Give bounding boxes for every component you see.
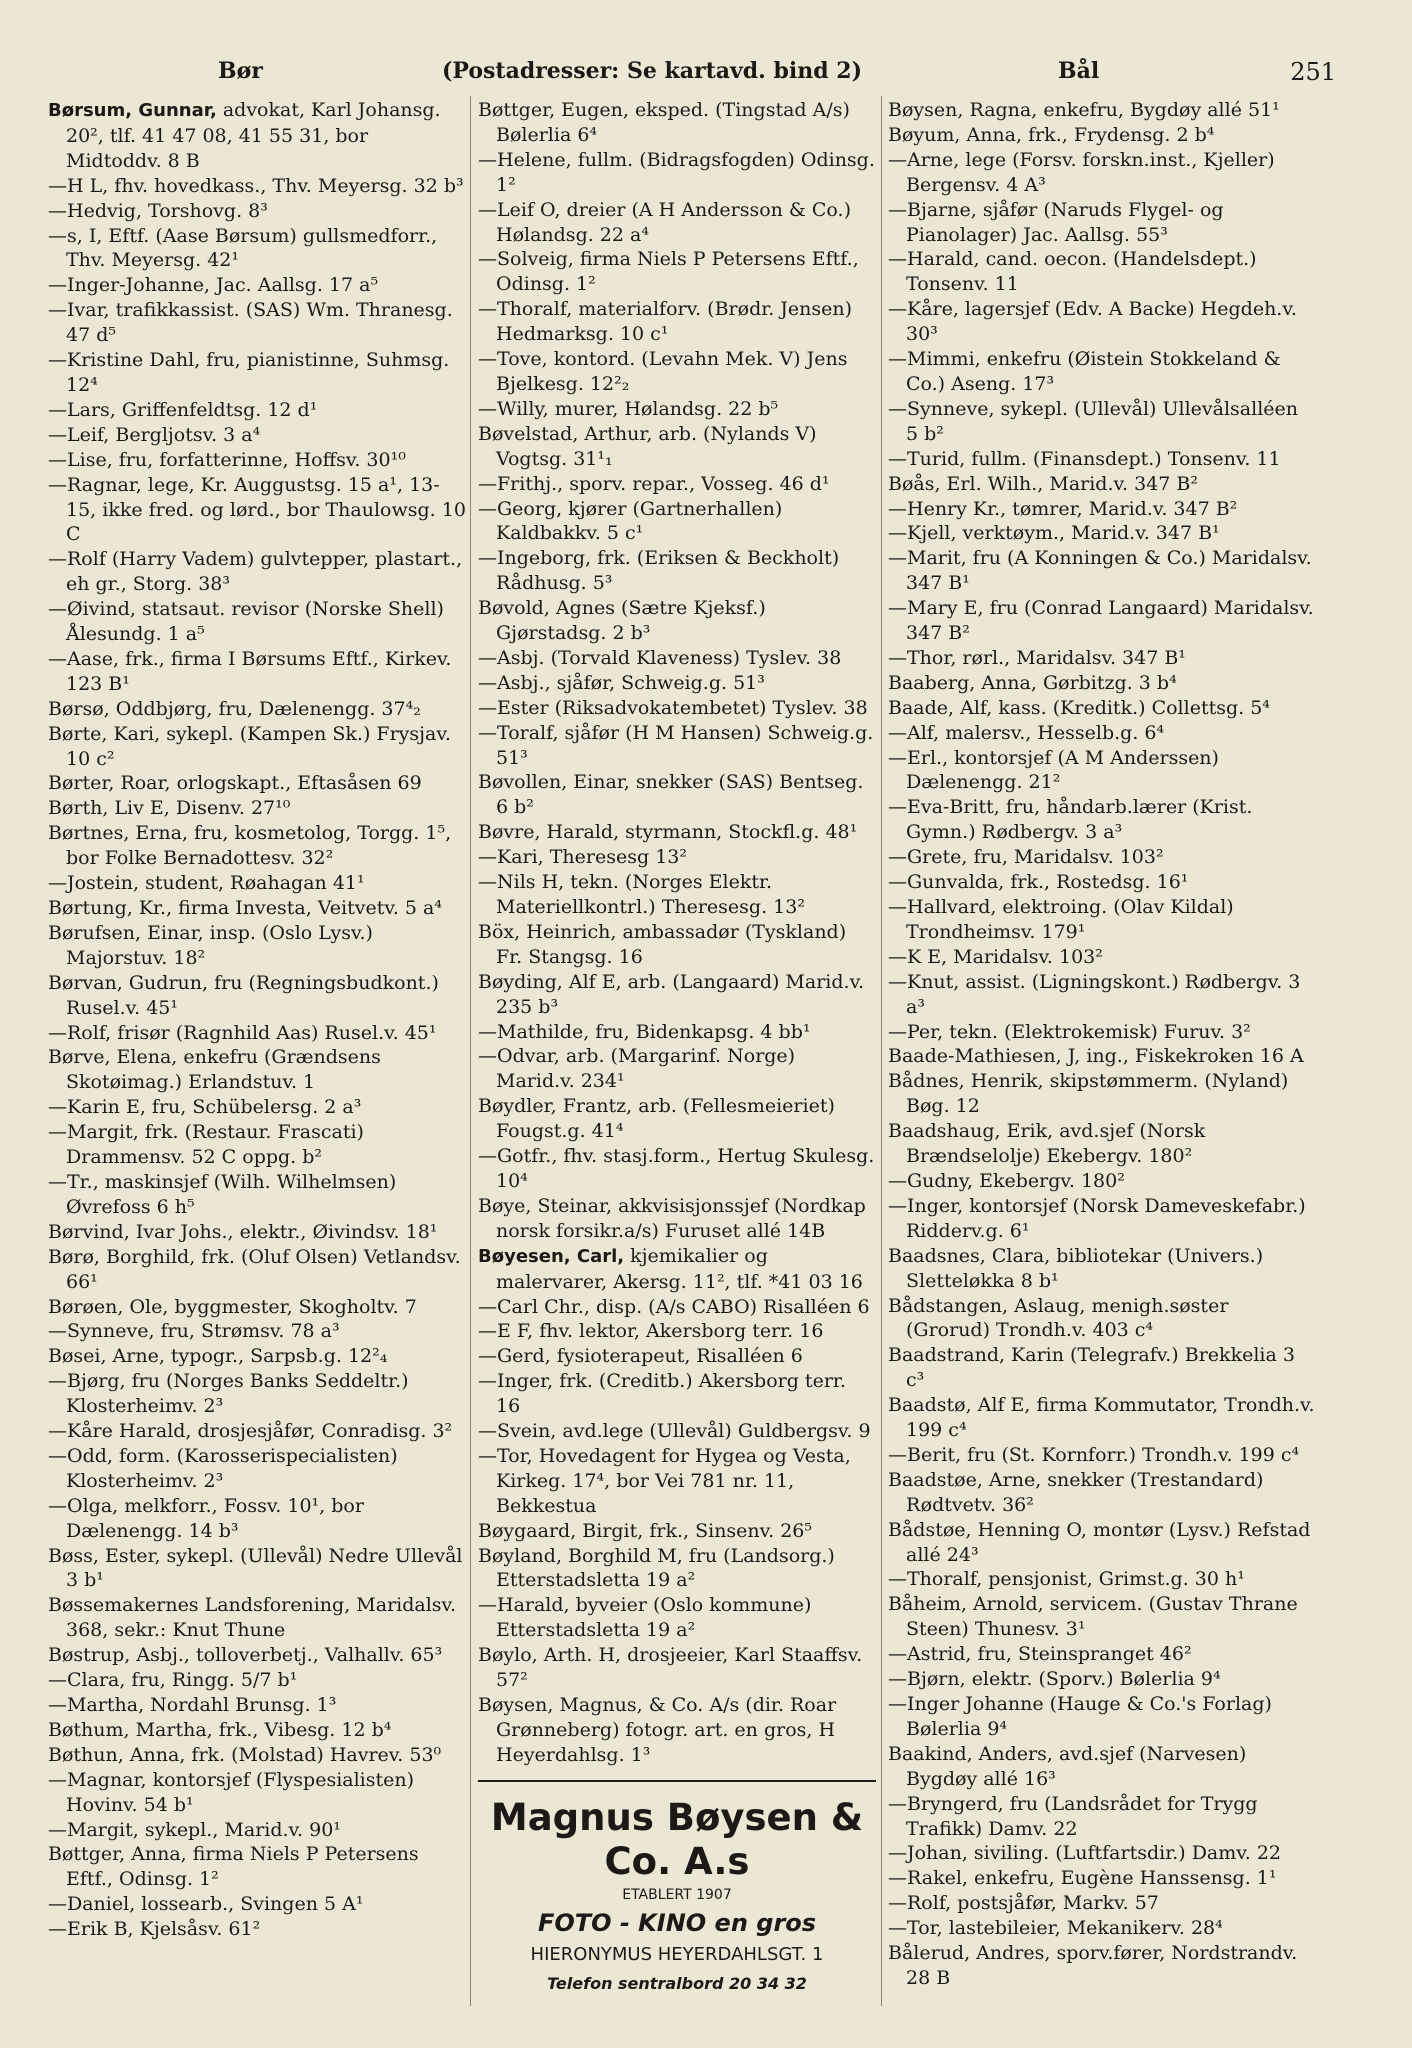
directory-entry [888, 198, 1316, 248]
directory-entry [478, 671, 876, 696]
entry-text: —Kåre Harald, drosjesjåfør, Conradisg. 3² [48, 1420, 453, 1443]
directory-entry [888, 472, 1316, 497]
entry-text: Bøås, Erl. Wilh., Marid.v. 347 B² [888, 472, 1198, 495]
directory-entry [888, 596, 1316, 646]
directory-entry [48, 1643, 466, 1668]
directory-entry [888, 397, 1316, 447]
entry-text: —Karin E, fru, Schübelersg. 2 a³ [48, 1096, 362, 1119]
entry-text: Böx, Heinrich, ambassadør (Tyskland) Fr. Stangsg. 16 [478, 920, 847, 968]
entry-text: Bøvollen, Einar, snekker (SAS) Bentseg. 6 b² [478, 771, 864, 819]
entry-text: Børth, Liv E, Disenv. 27¹⁰ [48, 797, 291, 820]
directory-entry [478, 870, 876, 920]
directory-entry [48, 1045, 466, 1095]
entry-text: —Ingeborg, frk. (Eriksen & Beckholt) Rådhusg. 5³ [478, 547, 840, 595]
directory-entry [48, 1494, 466, 1544]
entry-text: —Odvar, arb. (Margarinf. Norge) Marid.v. 234¹ [478, 1045, 796, 1093]
entry-text: —Gerd, fysioterapeut, Risalléen 6 [478, 1345, 803, 1368]
header-note: (Postadresser: Se kartavd. bind 2) [442, 58, 862, 84]
entry-text: —Øivind, statsaut. revisor (Norske Shell) Ålesundg. 1 a⁵ [48, 598, 444, 646]
entry-text: —Inger, kontorsjef (Norsk Dameveskefabr.) Ridderv.g. 6¹ [888, 1194, 1306, 1242]
entry-text: —Clara, fru, Ringg. 5/7 b¹ [48, 1669, 298, 1692]
directory-entry [48, 647, 466, 697]
directory-entry [48, 298, 466, 348]
entry-text: Bøss, Ester, sykepl. (Ullevål) Nedre Ullevål 3 b¹ [48, 1544, 463, 1592]
entry-text: Bøthum, Martha, frk., Vibesg. 12 b⁴ [48, 1718, 392, 1741]
entry-text: Børter, Roar, orlogskapt., Eftasåsen 69 [48, 772, 422, 795]
entry-text: —Eva-Britt, fru, håndarb.lærer (Krist. Gymn.) Rødbergv. 3 a³ [888, 796, 1253, 844]
directory-entry [48, 1842, 466, 1892]
entry-text: —Magnar, kontorsjef (Flyspesialisten) Hovinv. 54 b¹ [48, 1768, 415, 1816]
directory-entry [888, 148, 1316, 198]
directory-entry [888, 1119, 1316, 1169]
directory-entry [478, 721, 876, 771]
entry-text: —Gudny, Ekebergv. 180² [888, 1169, 1125, 1192]
directory-entry [888, 970, 1316, 1020]
directory-entry [478, 1295, 876, 1320]
entry-text: —Per, tekn. (Elektrokemisk) Furuv. 3² [888, 1020, 1251, 1043]
directory-entry [48, 199, 466, 224]
directory-entry [478, 696, 876, 721]
entry-text: —Toralf, sjåfør (H M Hansen) Schweig.g. 51³ [478, 721, 874, 769]
entry-text: —Tor, Hovedagent for Hygea og Vesta, Kirkeg. 17⁴, bor Vei 781 nr. 11, Bekkestua [478, 1444, 851, 1517]
directory-entry [48, 871, 466, 896]
entry-text: —Synneve, sykepl. (Ullevål) Ullevålsalléen 5 b² [888, 397, 1299, 445]
directory-entry [48, 1593, 466, 1643]
entry-text: —Rolf, postsjåfør, Markv. 57 [888, 1892, 1159, 1915]
directory-entry [478, 1020, 876, 1045]
entry-text: —Svein, avd.lege (Ullevål) Guldbergsv. 9 [478, 1420, 871, 1443]
directory-entry [478, 497, 876, 547]
entry-text: —Grete, fru, Maridalsv. 103² [888, 846, 1164, 869]
entry-text: —Odd, form. (Karosserispecialisten) Klosterheimv. 2³ [48, 1444, 398, 1492]
directory-entry [478, 845, 876, 870]
entry-text: Bøstrup, Asbj., tolloverbetj., Valhallv. 65³ [48, 1644, 443, 1667]
entry-text: Baade, Alf, kass. (Kreditk.) Collettsg. 5⁴ [888, 696, 1270, 719]
entry-text: Bøttger, Eugen, eksped. (Tingstad A/s) Bølerlia 6⁴ [478, 99, 850, 146]
entry-text: —Gotfr., fhv. stasj.form., Hertug Skulesg. 10⁴ [478, 1145, 875, 1192]
entry-text: —Rolf (Harry Vadem) gulvtepper, plastart., eh gr., Storg. 38³ [48, 548, 463, 596]
entry-text: —Willy, murer, Hølandsg. 22 b⁵ [478, 397, 779, 420]
directory-entry [48, 1818, 466, 1843]
directory-entry [48, 1768, 466, 1818]
directory-entry [48, 1693, 466, 1718]
entry-text: —Bjørn, elektr. (Sporv.) Bølerlia 9⁴ [888, 1668, 1221, 1691]
column-2-entries [478, 98, 876, 1768]
directory-entry [478, 1319, 876, 1344]
directory-entry [48, 1245, 466, 1295]
entry-text: —Harald, byveier (Oslo kommune) Etterstadsletta 19 a² [478, 1594, 812, 1642]
entry-text: Baadstø, Alf E, firma Kommutator, Trondh.v. 199 c⁴ [888, 1394, 1315, 1442]
directory-entry [48, 896, 466, 921]
entry-text: —Thoralf, pensjonist, Grimst.g. 30 h¹ [888, 1568, 1245, 1591]
entry-text: Børøen, Ole, byggmester, Skogholtv. 7 [48, 1295, 417, 1318]
directory-entry [888, 870, 1316, 895]
directory-entry [48, 597, 466, 647]
directory-entry [478, 1544, 876, 1594]
directory-entry [478, 98, 876, 148]
advertisement [478, 1780, 876, 1998]
entry-text: —Solveig, firma Niels P Petersens Eftf., Odinsg. 1² [478, 248, 859, 296]
directory-entry [48, 1170, 466, 1220]
entry-text: —Bjarne, sjåfør (Naruds Flygel- og Pianolager) Jac. Aallsg. 55³ [888, 198, 1224, 246]
directory-entry [478, 1444, 876, 1519]
entry-text: Bøvre, Harald, styrmann, Stockfl.g. 48¹ [478, 821, 858, 844]
directory-entry [48, 1319, 466, 1344]
directory-entry [888, 1792, 1316, 1842]
directory-entry [478, 148, 876, 198]
directory-entry [48, 174, 466, 199]
directory-entry [478, 1419, 876, 1444]
entry-text: Baakind, Anders, avd.sjef (Narvesen) Bygdøy allé 16³ [888, 1742, 1247, 1790]
entry-text: —Ragnar, lege, Kr. Auggustsg. 15 a¹, 13-15, ikke fred. og lørd., bor Thaulowsg. 10 C [48, 473, 466, 546]
directory-entry [478, 770, 876, 820]
directory-entry [888, 1891, 1316, 1916]
entry-text: Bøssemakernes Landsforening, Maridalsv. 368, sekr.: Knut Thune [48, 1594, 457, 1642]
entry-text: Baadshaug, Erik, avd.sjef (Norsk Brændselolje) Ekebergv. 180² [888, 1120, 1206, 1168]
directory-entry [888, 247, 1316, 297]
entry-text: —Kjell, verktøym., Marid.v. 347 B¹ [888, 522, 1220, 545]
directory-entry [888, 447, 1316, 472]
entry-text: —Carl Chr., disp. (A/s CABO) Risalléen 6 [478, 1295, 870, 1318]
entry-text: Båheim, Arnold, servicem. (Gustav Thrane Steen) Thunesv. 3¹ [888, 1593, 1298, 1641]
entry-bold-name: Børsum, Gunnar, [48, 100, 217, 121]
directory-entry [48, 971, 466, 1021]
directory-entry [888, 497, 1316, 522]
entry-text: —Rakel, enkefru, Eugène Hanssensg. 1¹ [888, 1867, 1277, 1890]
entry-text: —Mary E, fru (Conrad Langaard) Maridalsv. 347 B² [888, 597, 1314, 645]
directory-entry [48, 1917, 466, 1942]
entry-text: Bøsei, Arne, typogr., Sarpsb.g. 12²₄ [48, 1345, 388, 1368]
directory-entry [48, 398, 466, 423]
directory-entry [888, 1692, 1316, 1742]
directory-entry [888, 1020, 1316, 1045]
page-number: 251 [1290, 58, 1336, 86]
directory-entry [478, 970, 876, 1020]
directory-entry [888, 1443, 1316, 1468]
directory-entry [48, 1295, 466, 1320]
directory-entry [888, 1294, 1316, 1344]
directory-entry [48, 1743, 466, 1768]
directory-entry [888, 1567, 1316, 1592]
directory-entry [478, 546, 876, 596]
entry-text: —Inger Johanne (Hauge & Co.'s Forlag) Bølerlia 9⁴ [888, 1693, 1272, 1740]
column-divider [470, 96, 471, 2006]
entry-text: —Bjørg, fru (Norges Banks Seddeltr.) Klosterheimv. 2³ [48, 1370, 409, 1418]
ad-subtitle: FOTO - KINO en gros [537, 1908, 817, 1937]
directory-entry [888, 1044, 1316, 1069]
directory-entry [888, 297, 1316, 347]
entry-text: Bøydler, Frantz, arb. (Fellesmeieriet) Fougst.g. 41⁴ [478, 1095, 835, 1143]
directory-entry [478, 472, 876, 497]
entry-text: Bådnes, Henrik, skipstømmerm. (Nyland) Bøg. 12 [888, 1070, 1289, 1118]
directory-entry [478, 198, 876, 248]
ad-phone: Telefon sentralbord 20 34 32 [547, 1973, 807, 1993]
entry-text: Bådstangen, Aslaug, menigh.søster (Grorud) Trondh.v. 403 c⁴ [888, 1294, 1229, 1342]
directory-entry [478, 1519, 876, 1544]
entry-text: Bøyum, Anna, frk., Frydensg. 2 b⁴ [888, 123, 1215, 146]
directory-entry [478, 1344, 876, 1369]
entry-text: —Daniel, lossearb., Svingen 5 A¹ [48, 1893, 364, 1916]
entry-text: —Leif O, dreier (A H Andersson & Co.) Hølandsg. 22 a⁴ [478, 198, 851, 246]
directory-entry [48, 1095, 466, 1120]
directory-entry [48, 1220, 466, 1245]
directory-entry [888, 845, 1316, 870]
entry-text: —Henry Kr., tømrer, Marid.v. 347 B² [888, 497, 1238, 520]
directory-column-2 [478, 98, 876, 2028]
entry-text: —Aase, frk., firma I Børsums Eftf., Kirkev. 123 B¹ [48, 647, 452, 695]
entry-text: —Marit, fru (A Konningen & Co.) Maridalsv. 347 B¹ [888, 547, 1312, 595]
entry-text: Børvind, Ivar Johs., elektr., Øivindsv. 18¹ [48, 1220, 438, 1243]
entry-text: Bøyland, Borghild M, fru (Landsorg.) Etterstadsletta 19 a² [478, 1544, 835, 1592]
directory-entry [48, 224, 466, 274]
entry-text: —Kåre, lagersjef (Edv. A Backe) Hegdeh.v. 30³ [888, 298, 1297, 346]
directory-entry [48, 697, 466, 722]
directory-entry [478, 1244, 876, 1295]
entry-text: —Jostein, student, Røahagan 41¹ [48, 872, 365, 895]
entry-text: —Kari, Theresesg 13² [478, 846, 687, 869]
directory-entry [888, 671, 1316, 696]
entry-text: Børvan, Gudrun, fru (Regningsbudkont.) Rusel.v. 45¹ [48, 971, 439, 1019]
directory-entry [48, 423, 466, 448]
directory-entry [48, 1892, 466, 1917]
entry-text: —Margit, frk. (Restaur. Frascati) Drammensv. 52 C oppg. b² [48, 1121, 364, 1169]
directory-entry [478, 247, 876, 297]
directory-entry [48, 547, 466, 597]
directory-entry [48, 722, 466, 772]
directory-entry [48, 473, 466, 548]
directory-entry [478, 1593, 876, 1643]
directory-entry [888, 98, 1316, 123]
directory-entry [888, 546, 1316, 596]
entry-text: —Thor, rørl., Maridalsv. 347 B¹ [888, 646, 1186, 669]
ad-established: ETABLERT 1907 [622, 1886, 732, 1903]
directory-entry [48, 1668, 466, 1693]
directory-entry [48, 796, 466, 821]
entry-text: Børtung, Kr., firma Investa, Veitvetv. 5 a⁴ [48, 897, 442, 919]
directory-entry [48, 821, 466, 871]
entry-text: Bøygaard, Birgit, frk., Sinsenv. 26⁵ [478, 1519, 813, 1542]
entry-text: —Tr., maskinsjef (Wilh. Wilhelmsen) Øvrefoss 6 h⁵ [48, 1170, 397, 1218]
entry-text: —Berit, fru (St. Kornforr.) Trondh.v. 199 c⁴ [888, 1443, 1300, 1466]
directory-entry [888, 1194, 1316, 1244]
entry-text: Baade-Mathiesen, J, ing., Fiskekroken 16 A [888, 1045, 1304, 1068]
directory-entry [478, 1369, 876, 1419]
entry-text: —Hallvard, elektroing. (Olav Kildal) Trondheimsv. 179¹ [888, 896, 1234, 943]
entry-text: Bådstøe, Henning O, montør (Lysv.) Refstad allé 24³ [888, 1518, 1311, 1566]
directory-entry [48, 1344, 466, 1369]
directory-entry [478, 1044, 876, 1094]
entry-text: —Martha, Nordahl Brunsg. 1³ [48, 1694, 337, 1716]
entry-text: —Margit, sykepl., Marid.v. 90¹ [48, 1818, 341, 1841]
directory-entry [478, 820, 876, 845]
directory-entry [888, 1642, 1316, 1667]
entry-text: —Thoralf, materialforv. (Brødr. Jensen) Hedmarksg. 10 c¹ [478, 298, 853, 346]
directory-entry [478, 920, 876, 970]
entry-text: —Kristine Dahl, fru, pianistinne, Suhmsg. 12⁴ [48, 349, 450, 396]
entry-text: —Turid, fullm. (Finansdept.) Tonsenv. 11 [888, 447, 1281, 470]
directory-entry [48, 1419, 466, 1444]
directory-entry [478, 1693, 876, 1768]
directory-entry [48, 1369, 466, 1419]
directory-entry [888, 746, 1316, 796]
entry-text: —Olga, melkforr., Fossv. 10¹, bor Dælenengg. 14 b³ [48, 1494, 364, 1542]
directory-entry [478, 1144, 876, 1194]
entry-text: —Helene, fullm. (Bidragsfogden) Odinsg. 1² [478, 148, 875, 196]
entry-text: Baadstrand, Karin (Telegrafv.) Brekkelia 3 c³ [888, 1344, 1295, 1392]
entry-text: —Ester (Riksadvokatembetet) Tyslev. 38 [478, 696, 868, 719]
ad-title: Magnus Bøysen & Co. A.s [490, 1795, 864, 1883]
entry-text: Børve, Elena, enkefru (Grændsens Skotøimag.) Erlandstuv. 1 [48, 1046, 381, 1094]
directory-entry [48, 1021, 466, 1046]
directory-entry [888, 895, 1316, 945]
entry-text: —Asbj. (Torvald Klaveness) Tyslev. 38 [478, 646, 842, 669]
directory-entry [888, 1393, 1316, 1443]
entry-text: —s, I, Eftf. (Aase Børsum) gullsmedforr., Thv. Meyersg. 42¹ [48, 224, 438, 272]
ad-address: HIERONYMUS HEYERDAHLSGT. 1 [530, 1943, 824, 1965]
directory-entry [478, 422, 876, 472]
entry-text: Børtnes, Erna, fru, kosmetolog, Torgg. 1⁵, bor Folke Bernadottesv. 32² [48, 822, 452, 870]
directory-column-1 [48, 98, 466, 2028]
column-divider [881, 96, 882, 2006]
directory-entry [888, 721, 1316, 746]
entry-text: Baaberg, Anna, Gørbitzg. 3 b⁴ [888, 671, 1177, 694]
directory-entry [48, 273, 466, 298]
entry-text: Baadsnes, Clara, bibliotekar (Univers.) Sletteløkka 8 b¹ [888, 1244, 1264, 1292]
directory-entry [888, 1244, 1316, 1294]
directory-entry [48, 1718, 466, 1743]
entry-text: —Mathilde, fru, Bidenkapsg. 4 bb¹ [478, 1020, 811, 1043]
directory-entry [478, 596, 876, 646]
directory-entry [48, 1544, 466, 1594]
directory-entry [48, 921, 466, 971]
directory-entry [888, 347, 1316, 397]
directory-entry [888, 521, 1316, 546]
entry-text: kjemikalier og malervarer, Akersg. 11², tlf. *41 03 16 [496, 1244, 863, 1293]
directory-entry [478, 297, 876, 347]
directory-entry [888, 1343, 1316, 1393]
entry-text: —Leif, Bergljotsv. 3 a⁴ [48, 423, 261, 446]
directory-entry [478, 397, 876, 422]
entry-text: Børufsen, Einar, insp. (Oslo Lysv.) Majorstuv. 18² [48, 921, 373, 969]
directory-entry [478, 1194, 876, 1244]
directory-entry [888, 696, 1316, 721]
entry-text: —Lars, Griffenfeldtsg. 12 d¹ [48, 398, 318, 421]
entry-text: —Bryngerd, fru (Landsrådet for Trygg Trafikk) Damv. 22 [888, 1792, 1258, 1840]
entry-text: —Nils H, tekn. (Norges Elektr. Materiellkontrl.) Theresesg. 13² [478, 871, 805, 918]
directory-entry [48, 448, 466, 473]
entry-text: Børø, Borghild, frk. (Oluf Olsen) Vetlandsv. 66¹ [48, 1245, 461, 1293]
entry-text: —Asbj., sjåfør, Schweig.g. 51³ [478, 671, 765, 694]
entry-text: Bøye, Steinar, akkvisisjonssjef (Nordkap norsk forsikr.a/s) Furuset allé 14B [478, 1194, 866, 1242]
entry-text: Bøthun, Anna, frk. (Molstad) Havrev. 53⁰ [48, 1743, 442, 1766]
entry-text: Bøylo, Arth. H, drosjeeier, Karl Staaffsv. 57² [478, 1644, 863, 1692]
entry-text: —Synneve, fru, Strømsv. 78 a³ [48, 1320, 340, 1343]
directory-entry [888, 1069, 1316, 1119]
directory-entry [888, 1742, 1316, 1792]
directory-entry [478, 646, 876, 671]
entry-text: —K E, Maridalsv. 103² [888, 945, 1103, 968]
entry-text: —Ivar, trafikkassist. (SAS) Wm. Thranesg. 47 d⁵ [48, 299, 453, 347]
entry-text: Bøvelstad, Arthur, arb. (Nylands V) Vogtsg. 31¹₁ [478, 422, 817, 470]
entry-text: —Knut, assist. (Ligningskont.) Rødbergv. 3 a³ [888, 970, 1301, 1018]
directory-entry [888, 1518, 1316, 1568]
directory-entry [888, 945, 1316, 970]
directory-entry [48, 771, 466, 796]
entry-text: Børsø, Oddbjørg, fru, Dælenengg. 37⁴₂ [48, 697, 421, 720]
entry-text: Børte, Kari, sykepl. (Kampen Sk.) Frysjav. 10 c² [48, 722, 451, 770]
entry-text: —Johan, siviling. (Luftfartsdir.) Damv. 22 [888, 1842, 1282, 1865]
entry-text: —Georg, kjører (Gartnerhallen) Kaldbakkv. 5 c¹ [478, 497, 783, 545]
directory-entry [478, 1094, 876, 1144]
entry-text: —Gunvalda, frk., Rostedsg. 16¹ [888, 871, 1189, 894]
entry-text: —Alf, malersv., Hesselb.g. 6⁴ [888, 721, 1165, 744]
entry-text: Bålerud, Andres, sporv.fører, Nordstrandv. 28 B [888, 1942, 1298, 1989]
entry-text: —Astrid, fru, Steinspranget 46² [888, 1643, 1192, 1666]
directory-entry [888, 1916, 1316, 1941]
directory-entry [48, 348, 466, 398]
entry-text: Bøyding, Alf E, arb. (Langaard) Marid.v. 235 b³ [478, 970, 865, 1018]
entry-text: Bøysen, Ragna, enkefru, Bygdøy allé 51¹ [888, 99, 1280, 121]
entry-text: —Rolf, frisør (Ragnhild Aas) Rusel.v. 45¹ [48, 1021, 437, 1044]
directory-entry [888, 646, 1316, 671]
entry-text: advokat, Karl Johansg. 20², tlf. 41 47 08, 41 55 31, bor Midtoddv. 8 B [66, 99, 441, 172]
entry-text: —Erl., kontorsjef (A M Anderssen) Dælenengg. 21² [888, 746, 1219, 794]
entry-text: Bøysen, Magnus, & Co. A/s (dir. Roar Grønneberg) fotogr. art. en gros, H Heyerdahlsg. 1³ [478, 1694, 837, 1766]
page-header [48, 52, 1366, 92]
entry-text: —E F, fhv. lektor, Akersborg terr. 16 [478, 1320, 824, 1343]
header-first-word: Bør [218, 58, 263, 84]
entry-text: —Lise, fru, forfatterinne, Hoffsv. 30¹⁰ [48, 448, 406, 471]
directory-entry [48, 98, 466, 174]
entry-text: —Inger, frk. (Creditb.) Akersborg terr. 16 [478, 1370, 846, 1418]
directory-entry [48, 1120, 466, 1170]
entry-text: Baadstøe, Arne, snekker (Trestandard) Rødtvetv. 36² [888, 1468, 1264, 1516]
directory-entry [888, 1468, 1316, 1518]
directory-entry [888, 795, 1316, 845]
entry-text: —Erik B, Kjelsåsv. 61² [48, 1918, 261, 1941]
entry-text: Bøvold, Agnes (Sætre Kjeksf.) Gjørstadsg. 2 b³ [478, 597, 766, 645]
entry-text: —H L, fhv. hovedkass., Thv. Meyersg. 32 b³ [48, 174, 464, 197]
directory-column-3 [888, 98, 1316, 2028]
entry-text: —Tor, lastebileier, Mekanikerv. 28⁴ [888, 1917, 1223, 1940]
entry-text: Bøttger, Anna, firma Niels P Petersens Eftf., Odinsg. 1² [48, 1843, 419, 1891]
entry-text: —Harald, cand. oecon. (Handelsdept.) Tonsenv. 11 [888, 248, 1257, 296]
entry-text: —Hedvig, Torshovg. 8³ [48, 199, 268, 222]
directory-entry [48, 1444, 466, 1494]
directory-entry [888, 1941, 1316, 1991]
entry-text: —Mimmi, enkefru (Øistein Stokkeland & Co.) Aseng. 17³ [888, 348, 1281, 395]
entry-text: —Inger-Johanne, Jac. Aallsg. 17 a⁵ [48, 274, 379, 297]
directory-entry [478, 1643, 876, 1693]
directory-entry [888, 1841, 1316, 1866]
directory-entry [888, 1592, 1316, 1642]
header-last-word: Bål [1058, 58, 1100, 84]
entry-text: —Frithj., sporv. repar., Vosseg. 46 d¹ [478, 472, 830, 495]
directory-entry [478, 347, 876, 397]
entry-text: —Tove, kontord. (Levahn Mek. V) Jens Bjelkesg. 12²₂ [478, 348, 848, 395]
directory-entry [888, 1667, 1316, 1692]
entry-bold-name: Bøyesen, Carl, [478, 1245, 625, 1267]
entry-text: —Arne, lege (Forsv. forskn.inst., Kjeller) Bergensv. 4 A³ [888, 148, 1275, 196]
directory-entry [888, 1169, 1316, 1194]
directory-entry [888, 1866, 1316, 1891]
directory-entry [888, 123, 1316, 148]
